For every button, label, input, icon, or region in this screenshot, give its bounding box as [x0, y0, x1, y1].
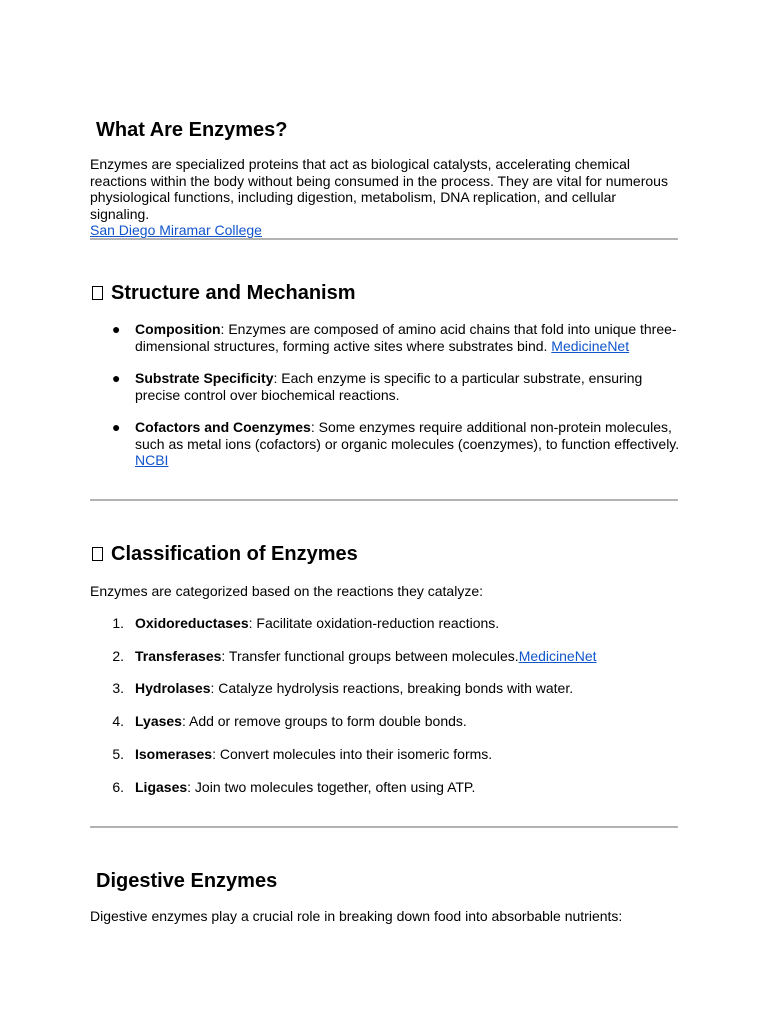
heading-digestive-enzymes: [96, 869, 277, 893]
paragraph-what-are-enzymes: [90, 156, 678, 239]
heading-text: Digestive Enzymes: [96, 870, 278, 892]
item-text: : Enzymes are composed of amino acid chains that fold into unique three-dimensional structures, forming active sites where substrates bind.: [135, 321, 677, 354]
heading-what-are-enzymes: [96, 118, 288, 142]
item-text: : Each enzyme is specific to a particular substrate, ensuring precise control over biochemical reactions.: [135, 370, 643, 403]
item-number: 1.: [112, 615, 124, 631]
bullet-icon: ●: [112, 321, 121, 337]
item-text: : Add or remove groups to form double bonds.: [181, 713, 467, 730]
heading-classification: [90, 542, 358, 566]
item-term: Isomerases: [135, 745, 213, 762]
item-term: Cofactors and Coenzymes: [135, 419, 311, 435]
digestive-intro: Digestive enzymes play a crucial role in breaking down food into absorbable nutrients:: [90, 908, 623, 924]
item-number: 6.: [112, 778, 124, 795]
link-medicinenet[interactable]: MedicineNet: [518, 647, 597, 664]
link-medicinenet[interactable]: MedicineNet: [551, 337, 630, 354]
item-text: : Join two molecules together, often using ATP.: [187, 778, 476, 795]
bullet-icon: ●: [112, 370, 121, 386]
heading-text: What Are Enzymes?: [96, 119, 288, 141]
item-term: Composition: [135, 321, 221, 337]
item-term: Substrate Specificity: [135, 370, 274, 386]
bullet-icon: ●: [112, 419, 121, 435]
item-term: Ligases: [135, 778, 188, 795]
link-ncbi[interactable]: NCBI: [135, 452, 169, 468]
item-number: 3.: [112, 680, 124, 697]
item-number: 4.: [112, 713, 124, 730]
section-divider: [90, 826, 678, 828]
item-number: 2.: [112, 647, 124, 664]
item-term: Hydrolases: [135, 680, 211, 697]
paragraph-text: Enzymes are specialized proteins that act as biological catalysts, accelerating chemical reactions within the body without being consumed in the process. They are vital for numerous physiological functions, including digestion, metabolism, DNA replication, and cellular signaling.: [90, 156, 668, 222]
section-divider: [90, 499, 678, 501]
item-text: : Transfer functional groups between molecules.: [221, 647, 519, 664]
missing-glyph-icon: [92, 286, 103, 300]
heading-text: Classification of Enzymes: [111, 543, 358, 565]
item-term: Lyases: [135, 713, 182, 730]
link-san-diego-miramar[interactable]: San Diego Miramar College: [90, 222, 262, 238]
item-term: Oxidoreductases: [135, 615, 249, 631]
item-text: : Catalyze hydrolysis reactions, breaking bonds with water.: [210, 680, 574, 697]
section-divider: [90, 238, 678, 240]
item-text: : Facilitate oxidation-reduction reactions.: [248, 615, 500, 631]
item-term: Transferases: [135, 647, 222, 664]
item-number: 5.: [112, 745, 124, 762]
classification-intro: Enzymes are categorized based on the reactions they catalyze:: [90, 583, 483, 599]
item-text: : Some enzymes require additional non-protein molecules, such as metal ions (cofactors) or organic molecules (coenzymes), to function effectively.: [135, 419, 680, 452]
item-text: : Convert molecules into their isomeric forms.: [212, 745, 493, 762]
missing-glyph-icon: [92, 547, 103, 561]
heading-structure-mechanism: [90, 281, 356, 305]
heading-text: Structure and Mechanism: [111, 282, 356, 304]
